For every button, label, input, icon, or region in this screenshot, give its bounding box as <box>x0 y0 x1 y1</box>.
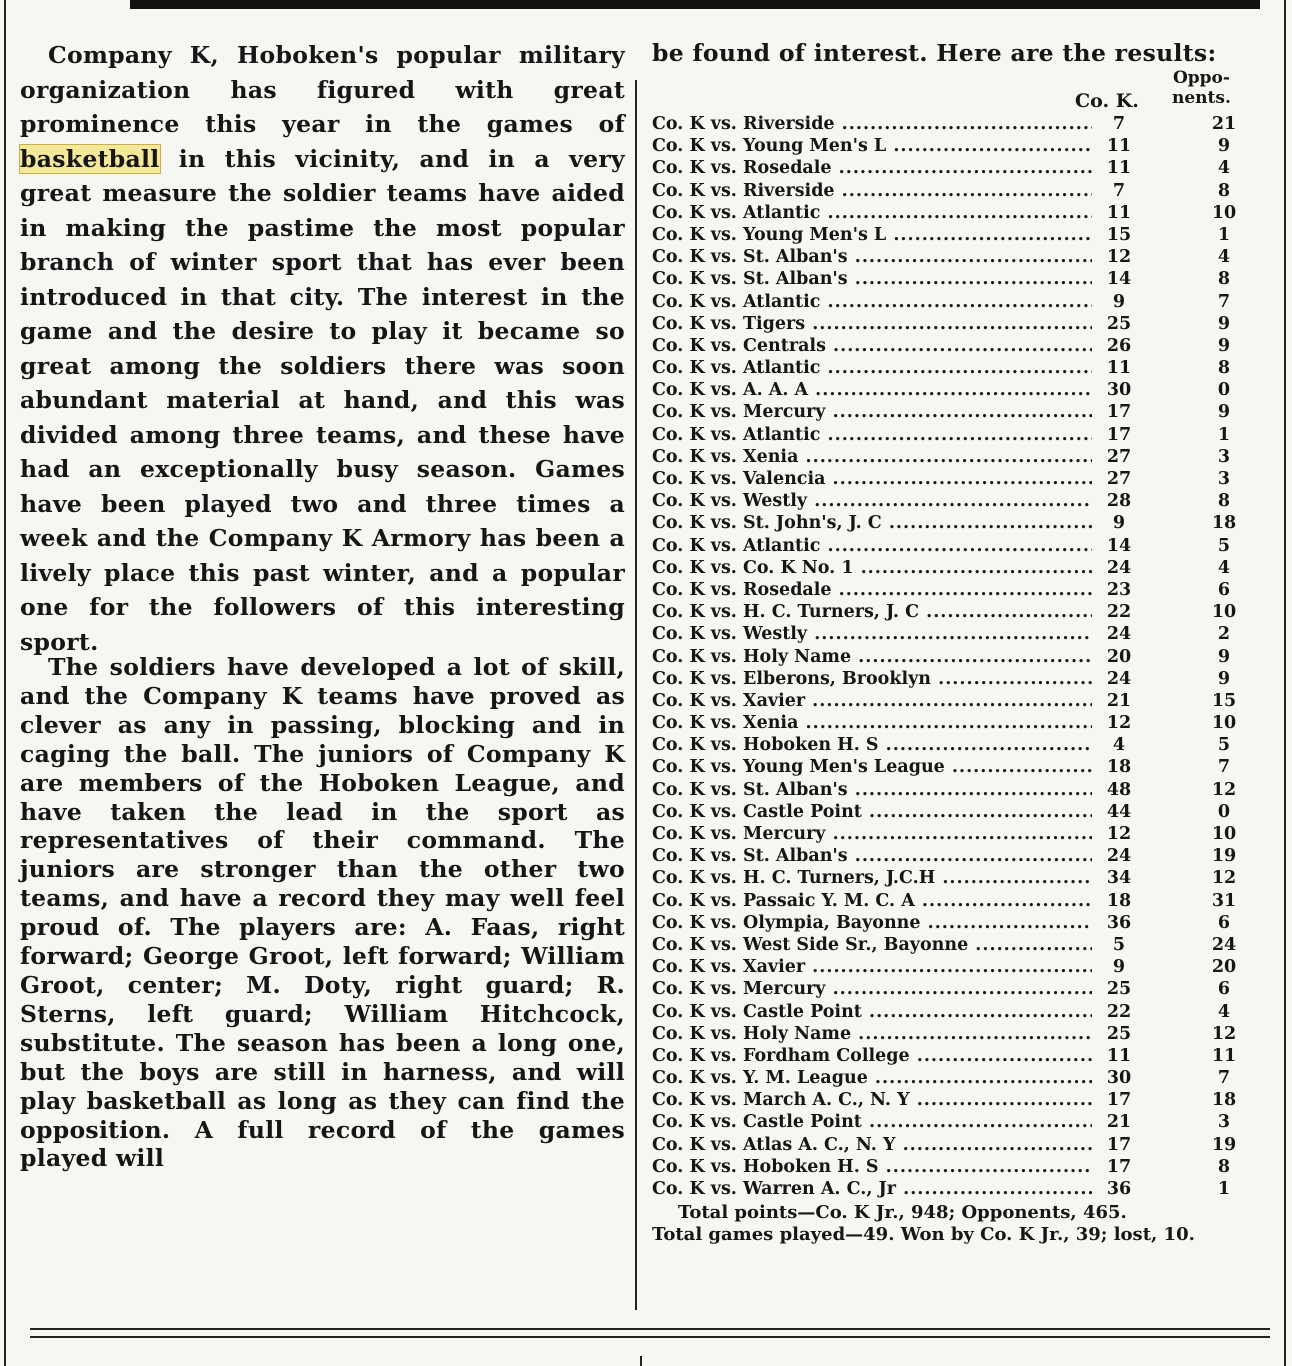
result-row <box>652 557 1264 579</box>
result-row <box>652 801 1264 823</box>
result-row <box>652 512 1264 534</box>
result-opponent-score: 20 <box>1211 957 1237 978</box>
result-row <box>652 313 1264 335</box>
result-co-k-score: 28 <box>1106 491 1132 512</box>
bottom-rule-2 <box>30 1336 1270 1338</box>
result-opponent-score: 8 <box>1217 358 1231 379</box>
result-opponent-score: 12 <box>1211 1023 1237 1044</box>
result-row <box>652 978 1264 1000</box>
result-co-k-score: 44 <box>1106 801 1132 822</box>
result-co-k-score: 27 <box>1106 469 1132 489</box>
column-divider <box>635 80 637 1310</box>
result-co-k-score: 15 <box>1106 224 1132 245</box>
result-opponent-score: 1 <box>1217 224 1231 245</box>
result-row <box>652 646 1264 668</box>
result-opponent-score: 18 <box>1211 1090 1237 1111</box>
result-co-k-score: 11 <box>1106 358 1132 379</box>
result-opponent-score: 8 <box>1217 1156 1231 1177</box>
result-opponent-score: 5 <box>1217 735 1231 756</box>
result-row <box>652 601 1264 623</box>
left-border-rule <box>4 0 6 1366</box>
result-row <box>652 335 1264 357</box>
result-co-k-score: 14 <box>1106 269 1132 290</box>
result-co-k-score: 17 <box>1106 424 1132 445</box>
result-matchup: Co. K vs. Mercury ..... <box>652 978 1092 1000</box>
result-opponent-score: 9 <box>1217 646 1231 667</box>
result-co-k-score: 34 <box>1106 868 1132 889</box>
result-row <box>652 224 1264 246</box>
result-row <box>652 690 1264 712</box>
result-row <box>652 579 1264 601</box>
result-matchup: Co. K vs. March A. C., N. Y ..... <box>652 1089 1092 1111</box>
result-row <box>652 734 1264 756</box>
result-opponent-score: 0 <box>1217 801 1231 822</box>
result-co-k-score: 7 <box>1112 180 1126 201</box>
top-rule <box>130 0 1260 9</box>
result-matchup: Co. K vs. Atlantic ..... <box>652 357 1092 379</box>
result-opponent-score: 15 <box>1211 690 1237 711</box>
result-opponent-score: 7 <box>1217 291 1231 312</box>
results-intro: be found of interest. Here are the results: <box>652 39 1217 67</box>
result-row <box>652 823 1264 845</box>
result-opponent-score: 8 <box>1217 269 1231 290</box>
result-row <box>652 1023 1264 1045</box>
result-co-k-score: 21 <box>1106 690 1132 711</box>
result-row <box>652 180 1264 202</box>
result-co-k-score: 12 <box>1106 713 1132 734</box>
result-co-k-score: 11 <box>1106 136 1132 157</box>
result-row <box>652 912 1264 934</box>
result-row <box>652 401 1264 423</box>
header-opponents-line2: nents. <box>1172 88 1231 108</box>
result-matchup: Co. K vs. Westly ..... <box>652 623 1092 645</box>
result-matchup: Co. K vs. Holy Name ..... <box>652 1023 1092 1045</box>
result-opponent-score: 3 <box>1217 469 1231 489</box>
result-co-k-score: 26 <box>1106 335 1132 356</box>
result-matchup: Co. K vs. Rosedale ..... <box>652 157 1092 179</box>
result-row <box>652 135 1264 157</box>
result-co-k-score: 30 <box>1106 1068 1132 1089</box>
result-row <box>652 535 1264 557</box>
result-row <box>652 291 1264 313</box>
result-co-k-score: 18 <box>1106 757 1132 778</box>
result-matchup: Co. K vs. H. C. Turners, J.C.H ..... <box>652 867 1092 889</box>
bottom-rule-1 <box>30 1328 1270 1330</box>
result-co-k-score: 22 <box>1106 1001 1132 1022</box>
result-matchup: Co. K vs. St. Alban's ..... <box>652 845 1092 867</box>
result-matchup: Co. K vs. Holy Name ..... <box>652 646 1092 668</box>
result-co-k-score: 25 <box>1106 1023 1132 1044</box>
result-matchup: Co. K vs. St. John's, J. C ..... <box>652 512 1092 534</box>
result-opponent-score: 4 <box>1217 1001 1231 1022</box>
result-co-k-score: 20 <box>1106 646 1132 667</box>
results-table <box>652 113 1264 1200</box>
result-row <box>652 379 1264 401</box>
result-opponent-score: 7 <box>1217 757 1231 778</box>
result-opponent-score: 11 <box>1211 1045 1237 1066</box>
result-matchup: Co. K vs. West Side Sr., Bayonne ..... <box>652 934 1092 956</box>
result-matchup: Co. K vs. Xenia ..... <box>652 712 1092 734</box>
result-opponent-score: 3 <box>1217 446 1231 467</box>
result-opponent-score: 10 <box>1211 824 1237 844</box>
result-co-k-score: 25 <box>1106 313 1132 334</box>
result-matchup: Co. K vs. Fordham College ..... <box>652 1045 1092 1067</box>
result-row <box>652 1111 1264 1133</box>
right-border-rule <box>1284 0 1286 1366</box>
result-opponent-score: 6 <box>1217 579 1231 600</box>
result-opponent-score: 31 <box>1211 890 1237 911</box>
result-row <box>652 357 1264 379</box>
header-opponents <box>1172 68 1231 108</box>
result-row <box>652 756 1264 778</box>
result-opponent-score: 6 <box>1217 979 1231 1000</box>
result-opponent-score: 10 <box>1211 602 1237 623</box>
result-row <box>652 1001 1264 1023</box>
result-opponent-score: 9 <box>1217 668 1231 689</box>
result-row <box>652 934 1264 956</box>
result-co-k-score: 17 <box>1106 1156 1132 1177</box>
result-matchup: Co. K vs. A. A. A ..... <box>652 379 1092 401</box>
result-opponent-score: 9 <box>1217 402 1231 423</box>
result-opponent-score: 2 <box>1217 624 1231 645</box>
result-co-k-score: 14 <box>1106 535 1132 556</box>
article-left-column <box>20 38 625 1173</box>
result-opponent-score: 10 <box>1211 202 1237 223</box>
result-matchup: Co. K vs. Castle Point ..... <box>652 1111 1092 1133</box>
result-opponent-score: 8 <box>1217 180 1231 201</box>
results-header <box>652 68 1264 113</box>
result-opponent-score: 0 <box>1217 380 1231 401</box>
result-row <box>652 446 1264 468</box>
header-co-k: Co. K. <box>1075 90 1139 112</box>
result-matchup: Co. K vs. Atlantic ..... <box>652 535 1092 557</box>
results-summary <box>652 1202 1264 1246</box>
result-matchup: Co. K vs. Valencia ..... <box>652 468 1092 490</box>
article-paragraph-2: The soldiers have developed a lot of skill, and the Company K teams have proved as clever as any in passing, blocking and in caging the ball. The juniors of Company K are members of the Hoboken League, and have taken the lead in the sport as representatives of their command. The juniors are stronger than the other two teams, and have a record they may well feel proud of. The players are: A. Faas, right forward; George Groot, left forward; William Groot, center; M. Doty, right guard; R. Sterns, left guard; William Hitchcock, substitute. The season has been a long one, but the boys are still in harness, and will play basketball as long as they can find the opposition. A full record of the games played will <box>20 653 625 1173</box>
result-row <box>652 779 1264 801</box>
result-row <box>652 1178 1264 1200</box>
result-row <box>652 202 1264 224</box>
result-row <box>652 890 1264 912</box>
result-matchup: Co. K vs. Mercury ..... <box>652 401 1092 423</box>
result-opponent-score: 10 <box>1211 713 1237 734</box>
result-row <box>652 246 1264 268</box>
article-right-column <box>652 38 1264 1246</box>
result-co-k-score: 4 <box>1112 735 1126 756</box>
result-co-k-score: 7 <box>1112 114 1126 134</box>
result-opponent-score: 4 <box>1217 158 1231 179</box>
result-matchup: Co. K vs. Rosedale ..... <box>652 579 1092 601</box>
result-co-k-score: 23 <box>1106 579 1132 600</box>
result-co-k-score: 25 <box>1106 979 1132 1000</box>
result-co-k-score: 24 <box>1106 846 1132 867</box>
result-co-k-score: 5 <box>1112 934 1126 955</box>
result-co-k-score: 12 <box>1106 824 1132 844</box>
result-co-k-score: 9 <box>1112 513 1126 534</box>
result-co-k-score: 11 <box>1106 202 1132 223</box>
article-paragraph-1: Company K, Hoboken's popular military organization has figured with great prominence this year in the games of basketball in this vicinity, and in a very great measure the soldier teams have aided in making the pastime the most popular branch of winter sport that has ever been introduced in that city. The interest in the game and the desire to play it became so great among the soldiers there was soon abundant material at hand, and this was divided among three teams, and these have had an exceptionally busy season. Games have been played two and three times a week and the Company K Armory has been a lively place this past winter, and a popular one for the followers of this interesting sport. <box>20 41 625 656</box>
result-opponent-score: 18 <box>1211 513 1237 534</box>
result-opponent-score: 9 <box>1217 335 1231 356</box>
result-row <box>652 712 1264 734</box>
result-row <box>652 867 1264 889</box>
result-matchup: Co. K vs. Warren A. C., Jr ..... <box>652 1178 1092 1200</box>
result-co-k-score: 12 <box>1106 247 1132 268</box>
result-co-k-score: 9 <box>1112 957 1126 978</box>
result-co-k-score: 21 <box>1106 1112 1132 1133</box>
result-matchup: Co. K vs. Xenia ..... <box>652 446 1092 468</box>
result-matchup: Co. K vs. Xavier ..... <box>652 690 1092 712</box>
result-matchup: Co. K vs. Passaic Y. M. C. A ..... <box>652 890 1092 912</box>
result-matchup: Co. K vs. Castle Point ..... <box>652 801 1092 823</box>
result-matchup: Co. K vs. Hoboken H. S ..... <box>652 1156 1092 1178</box>
result-co-k-score: 18 <box>1106 890 1132 911</box>
result-co-k-score: 24 <box>1106 624 1132 645</box>
result-co-k-score: 17 <box>1106 1090 1132 1111</box>
result-co-k-score: 9 <box>1112 291 1126 312</box>
result-matchup: Co. K vs. St. Alban's ..... <box>652 246 1092 268</box>
result-matchup: Co. K vs. St. Alban's ..... <box>652 779 1092 801</box>
result-row <box>652 845 1264 867</box>
result-row <box>652 268 1264 290</box>
total-games: Total games played—49. Won by Co. K Jr., 39; lost, 10. <box>652 1224 1195 1246</box>
result-opponent-score: 1 <box>1217 1179 1231 1199</box>
result-row <box>652 1156 1264 1178</box>
result-row <box>652 623 1264 645</box>
result-opponent-score: 24 <box>1211 934 1237 955</box>
result-matchup: Co. K vs. Atlas A. C., N. Y ..... <box>652 1134 1092 1156</box>
result-opponent-score: 8 <box>1217 491 1231 512</box>
result-matchup: Co. K vs. St. Alban's ..... <box>652 268 1092 290</box>
result-co-k-score: 22 <box>1106 602 1132 623</box>
result-matchup: Co. K vs. Young Men's League ..... <box>652 756 1092 778</box>
result-matchup: Co. K vs. Atlantic ..... <box>652 291 1092 313</box>
result-co-k-score: 48 <box>1106 779 1132 800</box>
result-row <box>652 468 1264 490</box>
header-opponents-line1: Oppo- <box>1172 68 1230 88</box>
result-co-k-score: 24 <box>1106 668 1132 689</box>
result-opponent-score: 6 <box>1217 912 1231 933</box>
result-row <box>652 1045 1264 1067</box>
result-co-k-score: 17 <box>1106 1134 1132 1155</box>
result-row <box>652 490 1264 512</box>
result-row <box>652 956 1264 978</box>
result-row <box>652 1134 1264 1156</box>
result-co-k-score: 17 <box>1106 402 1132 423</box>
result-row <box>652 1089 1264 1111</box>
result-opponent-score: 9 <box>1217 313 1231 334</box>
result-row <box>652 424 1264 446</box>
result-row <box>652 668 1264 690</box>
result-matchup: Co. K vs. Elberons, Brooklyn ..... <box>652 668 1092 690</box>
highlighted-search-term: basketball <box>20 144 160 173</box>
result-opponent-score: 21 <box>1211 114 1237 134</box>
result-co-k-score: 24 <box>1106 557 1132 578</box>
result-opponent-score: 7 <box>1217 1068 1231 1089</box>
result-matchup: Co. K vs. Co. K No. 1 ..... <box>652 557 1092 579</box>
total-points: Total points—Co. K Jr., 948; Opponents, 465. <box>678 1202 1127 1224</box>
result-row <box>652 157 1264 179</box>
result-co-k-score: 11 <box>1106 1045 1132 1066</box>
result-opponent-score: 4 <box>1217 247 1231 268</box>
result-matchup: Co. K vs. Hoboken H. S ..... <box>652 734 1092 756</box>
result-opponent-score: 4 <box>1217 557 1231 578</box>
result-matchup: Co. K vs. Young Men's L ..... <box>652 135 1092 157</box>
result-opponent-score: 9 <box>1217 136 1231 157</box>
result-matchup: Co. K vs. Y. M. League ..... <box>652 1067 1092 1089</box>
result-opponent-score: 5 <box>1217 535 1231 556</box>
result-matchup: Co. K vs. Westly ..... <box>652 490 1092 512</box>
result-opponent-score: 19 <box>1211 1134 1237 1155</box>
result-co-k-score: 36 <box>1106 1179 1132 1199</box>
result-row <box>652 113 1264 135</box>
result-matchup: Co. K vs. Tigers ..... <box>652 313 1092 335</box>
result-matchup: Co. K vs. Mercury ..... <box>652 823 1092 845</box>
result-co-k-score: 27 <box>1106 446 1132 467</box>
result-matchup: Co. K vs. Castle Point ..... <box>652 1001 1092 1023</box>
result-matchup: Co. K vs. Riverside ..... <box>652 113 1092 135</box>
result-row <box>652 1067 1264 1089</box>
result-matchup: Co. K vs. H. C. Turners, J. C ..... <box>652 601 1092 623</box>
result-co-k-score: 11 <box>1106 158 1132 179</box>
result-co-k-score: 36 <box>1106 912 1132 933</box>
result-matchup: Co. K vs. Atlantic ..... <box>652 424 1092 446</box>
result-opponent-score: 12 <box>1211 868 1237 889</box>
result-opponent-score: 1 <box>1217 424 1231 445</box>
result-opponent-score: 12 <box>1211 779 1237 800</box>
result-matchup: Co. K vs. Olympia, Bayonne ..... <box>652 912 1092 934</box>
result-matchup: Co. K vs. Atlantic ..... <box>652 202 1092 224</box>
bottom-column-rule <box>640 1356 642 1366</box>
result-opponent-score: 3 <box>1217 1112 1231 1133</box>
result-co-k-score: 30 <box>1106 380 1132 401</box>
result-matchup: Co. K vs. Centrals ..... <box>652 335 1092 357</box>
result-opponent-score: 19 <box>1211 846 1237 867</box>
result-matchup: Co. K vs. Young Men's L ..... <box>652 224 1092 246</box>
result-matchup: Co. K vs. Riverside ..... <box>652 180 1092 202</box>
result-matchup: Co. K vs. Xavier ..... <box>652 956 1092 978</box>
